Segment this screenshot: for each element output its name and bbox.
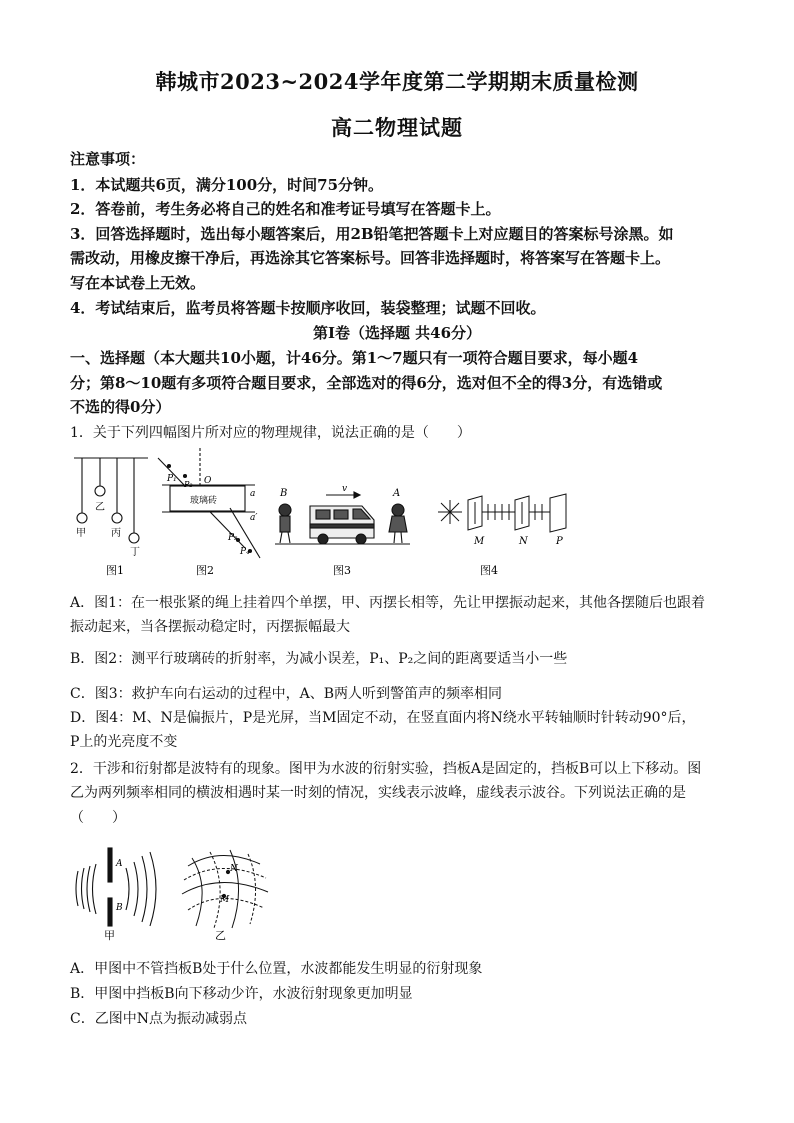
fig-jia-caption: 甲	[104, 929, 115, 942]
figure-3-ambulance	[275, 492, 410, 544]
q1-option-b: B．图2：测平行玻璃砖的折射率，为减小误差，P₁、P₂之间的距离要适当小一些	[70, 651, 568, 667]
fig1-label: 甲	[76, 528, 86, 539]
q2-stem: 2．干涉和衍射都是波特有的现象。图甲为水波的衍射实验，挡板A是固定的，挡板B可以上下移动。图	[70, 761, 702, 777]
fig1-label: 丙	[111, 528, 121, 539]
fig2-label: O	[204, 476, 212, 486]
fig2-label: a	[250, 489, 256, 499]
fig4-caption: 图4	[480, 564, 498, 577]
q1-figures	[70, 448, 630, 583]
section-instruction: 一、选择题（本大题共10小题，计46分。第1～7题只有一项符合题目要求，每小题4	[70, 349, 639, 367]
fig-jia-label: A	[116, 859, 123, 869]
q1-option-a-cont: 振动起来，当各摆振动稳定时，丙摆振幅最大	[70, 619, 350, 635]
exam-title: 韩城市2023~2024学年度第二学期期末质量检测	[155, 69, 639, 94]
fig2-glass-label: 玻璃砖	[190, 496, 218, 506]
fig4-label: M	[474, 536, 485, 547]
fig1-label: 丁	[130, 547, 140, 558]
fig3-caption: 图3	[333, 564, 351, 577]
q2-option-b: B．甲图中挡板B向下移动少许，水波衍射现象更加明显	[70, 986, 413, 1002]
fig2-label: P₄	[240, 547, 250, 557]
notice-item: 需改动，用橡皮擦干净后，再选涂其它答案标号。回答非选择题时，将答案写在答题卡上。	[70, 249, 671, 267]
q2-stem: 乙为两列频率相同的横波相遇时某一时刻的情况，实线表示波峰，虚线表示波谷。下列说法正确的是	[70, 785, 686, 801]
fig2-label: P₂	[184, 480, 193, 489]
notice-item: 1．本试题共6页，满分100分，时间75分钟。	[70, 176, 384, 194]
section-instruction: 分；第8～10题有多项符合题目要求，全部选对的得6分，选对但不全的得3分，有选错或	[70, 374, 663, 392]
q2-option-a: A．甲图中不管挡板B处于什么位置，水波都能发生明显的衍射现象	[70, 961, 483, 977]
notice-heading: 注意事项：	[70, 150, 146, 168]
q1-option-a: A．图1：在一根张紧的绳上挂着四个单摆，甲、丙摆长相等，先让甲摆振动起来，其他各摆随后也跟着	[70, 595, 706, 611]
fig3-label: v	[342, 484, 348, 494]
figure-yi-interference	[182, 850, 268, 928]
fig-yi-caption: 乙	[215, 929, 226, 942]
fig2-label: P₁	[167, 474, 177, 484]
fig-yi-label: N	[230, 864, 238, 874]
q1-option-d-cont: P上的光亮度不变	[70, 734, 178, 750]
notice-item: 4．考试结束后，监考员将答题卡按顺序收回，装袋整理；试题不回收。	[70, 299, 546, 317]
fig1-caption: 图1	[106, 564, 124, 577]
q2-stem: （ ）	[70, 810, 126, 826]
fig2-label: a′	[250, 513, 258, 523]
exam-subtitle: 高二物理试题	[331, 115, 463, 140]
q2-option-c: C．乙图中N点为振动减弱点	[70, 1011, 247, 1027]
fig2-label: P₃	[228, 533, 238, 543]
section-instruction: 不选的得0分）	[70, 398, 171, 416]
fig1-label: 乙	[95, 502, 105, 513]
fig3-label: B	[280, 488, 288, 499]
fig4-label: P	[556, 536, 563, 547]
section-title: 第Ⅰ卷（选择题 共46分）	[312, 324, 482, 342]
fig2-caption: 图2	[196, 564, 214, 577]
notice-item: 2．答卷前，考生务必将自己的姓名和准考证号填写在答题卡上。	[70, 200, 501, 218]
fig-yi-label: M	[220, 895, 230, 905]
q1-option-d: D．图4：M、N是偏振片，P是光屏，当M固定不动，在竖直面内将N绕水平转轴顺时针转动90°后，	[70, 710, 696, 726]
notice-item: 3．回答选择题时，选出每小题答案后，用2B铅笔把答题卡上对应题目的答案标号涂黑。如	[70, 225, 674, 243]
q1-stem: 1．关于下列四幅图片所对应的物理规律，说法正确的是（ ）	[70, 425, 471, 441]
figure-4-polarizers	[438, 494, 566, 532]
q1-option-c: C．图3：救护车向右运动的过程中，A、B两人听到警笛声的频率相同	[70, 686, 503, 702]
fig-jia-label: B	[116, 903, 123, 913]
q2-figures	[70, 836, 290, 946]
fig4-label: N	[519, 536, 528, 547]
fig3-label: A	[393, 488, 401, 499]
notice-item: 写在本试卷上无效。	[70, 274, 206, 292]
